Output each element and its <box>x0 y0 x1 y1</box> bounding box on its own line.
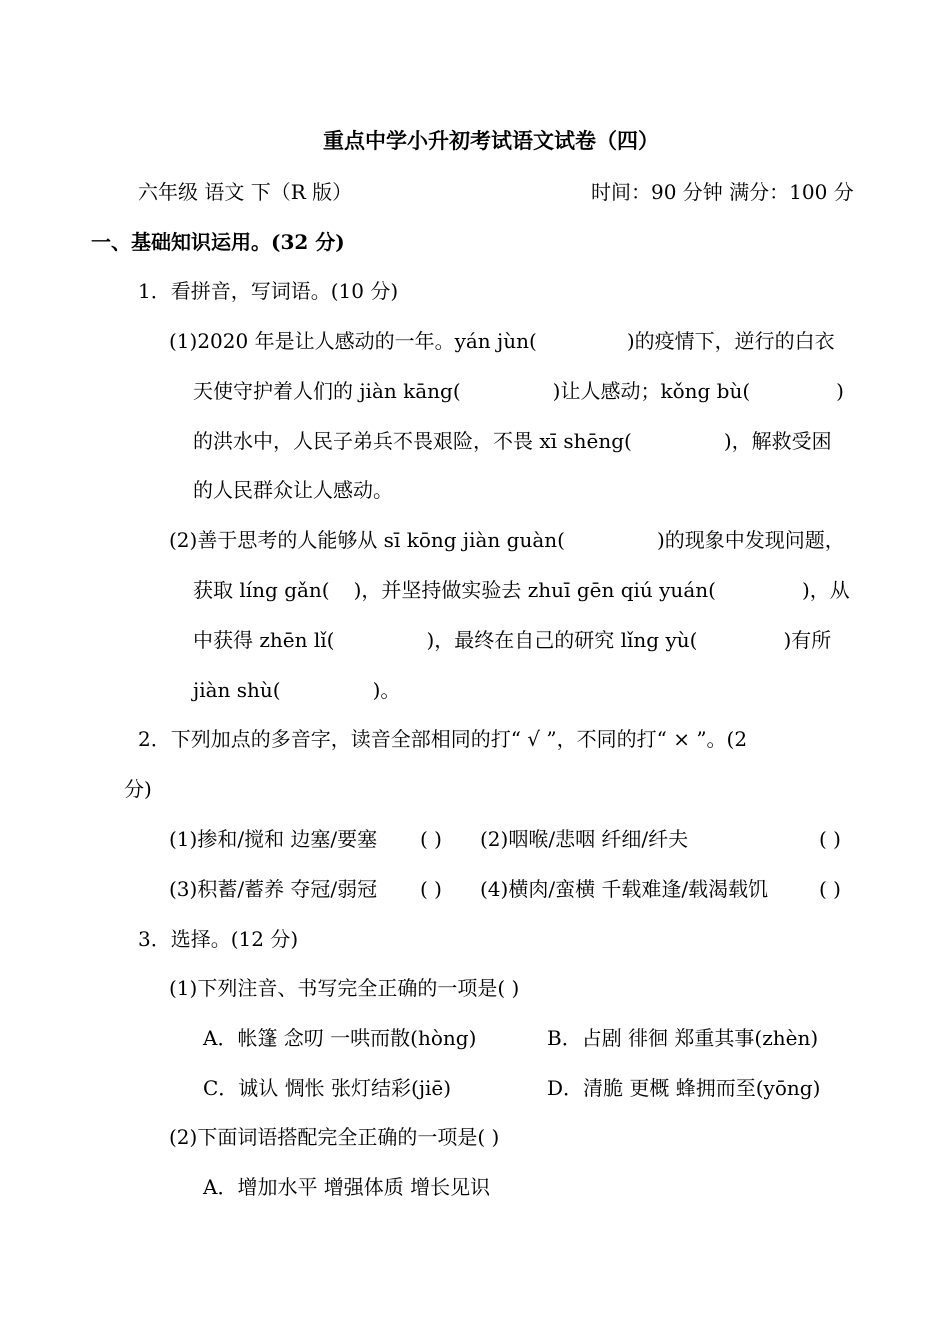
q2-item-3: (3)积蓄/蓄养 夺冠/弱冠 <box>169 877 378 901</box>
question-2-stem-cont: 分) <box>124 777 152 801</box>
q3-sub-1-option-b[interactable]: B．占剧 徘徊 郑重其事(zhèn) <box>547 1026 819 1050</box>
q1-p2-line4-text-b: )。 <box>372 678 401 702</box>
q1-p1-line4: 的人民群众让人感动。 <box>193 478 393 502</box>
q1-p2-line1-text-a: (2)善于思考的人能够从 sī kōng jiàn guàn( <box>169 528 565 552</box>
q2-item-4-answer[interactable]: ( ) <box>819 877 841 901</box>
q1-p1-line3 <box>193 428 832 454</box>
q1-p2-line2-text-b: )，并坚持做实验去 zhuī gēn qiú yuán( <box>353 578 716 602</box>
grade-subject-label: 六年级 语文 下（R 版） <box>138 180 353 204</box>
q2-item-2-answer[interactable]: ( ) <box>819 827 841 851</box>
q2-item-1: (1)掺和/搅和 边塞/要塞 <box>169 827 378 851</box>
page-title: 重点中学小升初考试语文试卷（四） <box>323 128 659 153</box>
q2-item-1-answer[interactable]: ( ) <box>420 827 442 851</box>
q2-item-4: (4)横肉/蛮横 千载难逢/载渴载饥 <box>480 877 769 901</box>
section-heading: 一、基础知识运用。(32 分) <box>91 230 345 254</box>
q3-sub-2: (2)下面词语搭配完全正确的一项是( ) <box>169 1125 500 1149</box>
q1-p2-line2 <box>193 577 850 603</box>
q2-item-3-answer[interactable]: ( ) <box>420 877 442 901</box>
q3-sub-1-option-d[interactable]: D．清脆 更概 蜂拥而至(yōng) <box>547 1076 821 1100</box>
question-1-stem: 1．看拼音，写词语。(10 分) <box>138 279 399 303</box>
q1-p1-line2 <box>193 378 844 404</box>
q1-p1-line2-text-b: )让人感动；kǒng bù( <box>552 379 751 403</box>
q1-p2-line3-text-c: )有所 <box>783 628 832 652</box>
q1-p1-line3-text-b: )，解救受困 <box>723 429 832 453</box>
q1-p2-line2-text-c: )，从 <box>801 578 850 602</box>
q1-p2-line3-text-b: )，最终在自己的研究 lǐng yù( <box>426 628 698 652</box>
q1-p2-line3-text-a: 中获得 zhēn lǐ( <box>193 628 335 652</box>
q1-p2-line4 <box>193 677 400 703</box>
q1-p1-line1 <box>169 328 835 354</box>
q3-sub-1-option-c[interactable]: C．诚认 惆怅 张灯结彩(jiē) <box>203 1076 452 1100</box>
question-2-stem: 2．下列加点的多音字，读音全部相同的打“ √ ”，不同的打“ × ”。(2 <box>138 727 748 751</box>
q1-p2-line3 <box>193 627 831 653</box>
q1-p1-line1-text-a: (1)2020 年是让人感动的一年。yán jùn( <box>169 329 537 353</box>
q2-item-2: (2)咽喉/悲咽 纤细/纤夫 <box>480 827 689 851</box>
q1-p1-line2-text-c: ) <box>836 379 844 403</box>
time-score-label: 时间：90 分钟 满分：100 分 <box>591 180 854 204</box>
q1-p1-line2-text-a: 天使守护着人们的 jiàn kāng( <box>193 379 461 403</box>
q1-p2-line1-text-b: )的现象中发现问题， <box>656 528 845 552</box>
q1-p2-line1 <box>169 527 845 553</box>
q1-p1-line1-text-b: )的疫情下，逆行的白衣 <box>626 329 835 353</box>
q1-p2-line4-text-a: jiàn shù( <box>193 678 281 702</box>
q1-p1-line3-text-a: 的洪水中，人民子弟兵不畏艰险，不畏 xī shēng( <box>193 429 632 453</box>
question-3-stem: 3．选择。(12 分) <box>138 927 299 951</box>
q3-sub-1: (1)下列注音、书写完全正确的一项是( ) <box>169 976 520 1000</box>
q3-sub-2-option-a[interactable]: A．增加水平 增强体质 增长见识 <box>203 1175 491 1199</box>
q1-p2-line2-text-a: 获取 líng gǎn( <box>193 578 330 602</box>
q3-sub-1-option-a[interactable]: A．帐篷 念叨 一哄而散(hòng) <box>203 1026 477 1050</box>
